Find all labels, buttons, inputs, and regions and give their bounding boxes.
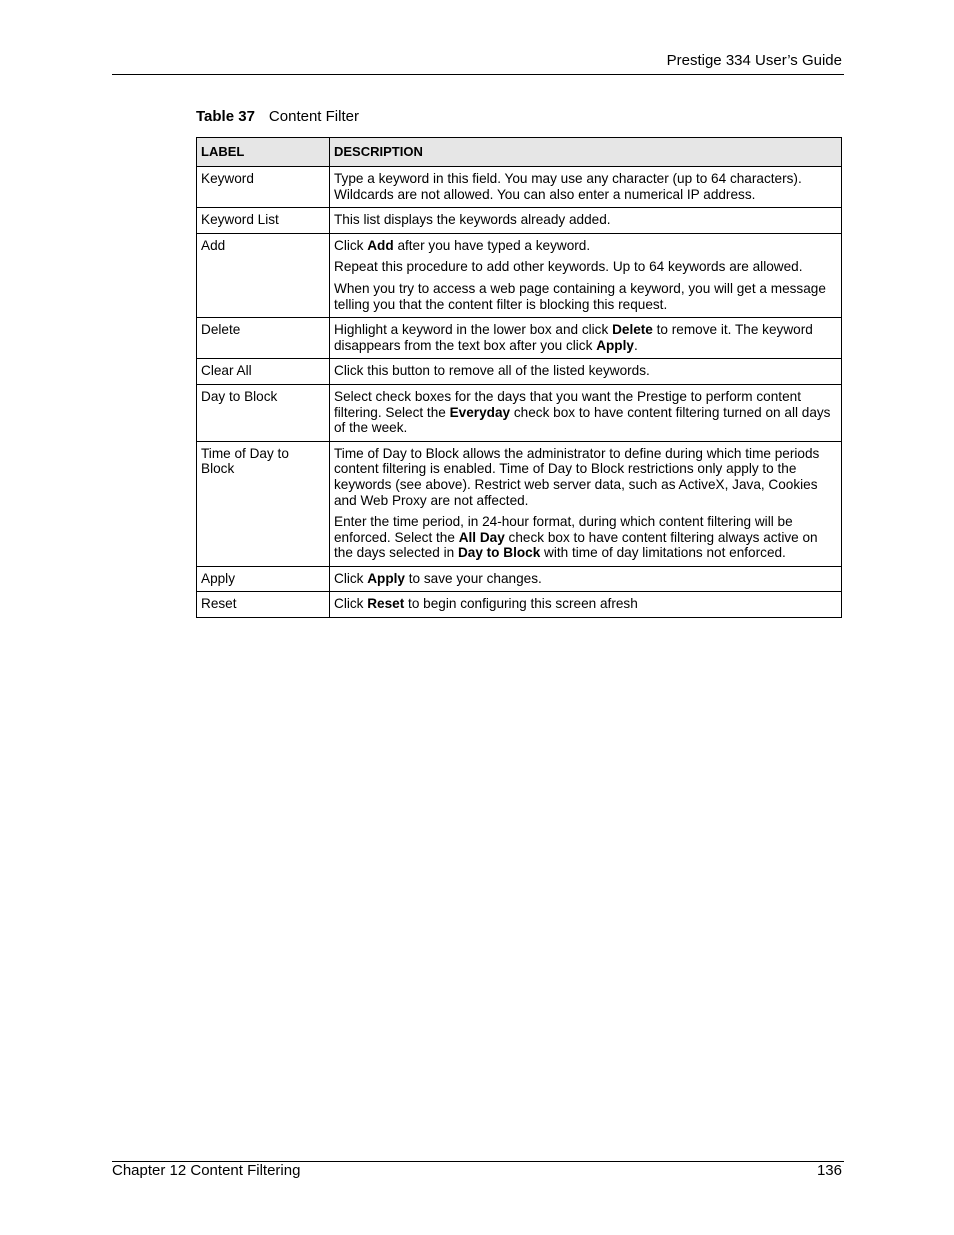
table-row [197,167,842,208]
table-row [197,592,842,618]
description-text: to save your changes. [405,570,542,586]
description-paragraph [334,281,837,312]
description-paragraph [334,171,837,202]
table-row [197,384,842,441]
row-description [330,167,842,208]
description-paragraph [334,446,837,508]
description-paragraph [334,514,837,561]
row-description [330,441,842,566]
footer-chapter: Chapter 12 Content Filtering [112,1162,301,1179]
description-paragraph [334,322,837,353]
table-row [197,318,842,359]
description-emphasis: Apply [596,337,634,353]
row-description [330,359,842,385]
description-paragraph [334,259,837,275]
table-row [197,566,842,592]
description-text: to remove it. The keyword disappears from the text box after you click [334,322,813,353]
page-header-title: Prestige 334 User’s Guide [666,52,842,69]
description-paragraph [334,212,837,228]
row-label: Day to Block [197,384,330,441]
description-text: Repeat this procedure to add other keywords. Up to 64 keywords are allowed. [334,259,803,275]
row-label: Keyword [197,167,330,208]
description-emphasis: All Day [458,529,505,545]
description-text: with time of day limitations not enforced. [540,545,786,561]
table-body [197,167,842,618]
table-row [197,359,842,385]
table-caption [196,108,359,125]
row-description [330,318,842,359]
table-row [197,233,842,317]
row-description [330,384,842,441]
description-text: Click [334,237,368,253]
row-description [330,592,842,618]
table-header-row [197,138,842,167]
row-description [330,233,842,317]
description-paragraph [334,389,837,436]
table-row [197,441,842,566]
header-divider [112,74,844,75]
description-emphasis: Apply [367,570,405,586]
table-number: Table 37 [196,108,255,125]
description-text: Time of Day to Block allows the administrator to define during which time periods content filtering is enabled. Time of Day to Block restrictions only apply to the keywords (see above). Restrict web server data, such as ActiveX, Java, Cookies and Web Proxy are not affected. [334,445,820,508]
description-text: Enter the time period, in 24-hour format, during which content filtering will be enforced. Select the [334,514,793,545]
column-header-description: DESCRIPTION [330,138,842,167]
row-label: Apply [197,566,330,592]
description-text: This list displays the keywords already added. [334,212,611,228]
description-paragraph [334,363,837,379]
description-paragraph [334,571,837,587]
description-emphasis: Delete [612,322,653,338]
description-emphasis: Add [367,237,394,253]
column-header-label: LABEL [197,138,330,167]
footer-page-number: 136 [816,1162,842,1179]
description-text: Click [334,596,368,612]
description-text: . [633,337,638,353]
description-text: Click this button to remove all of the listed keywords. [334,363,650,379]
row-description [330,208,842,234]
description-text: Click [334,570,368,586]
description-emphasis: Everyday [449,404,511,420]
description-text: check box to have content filtering turned on all days of the week. [334,404,831,436]
description-text: Type a keyword in this field. You may use any character (up to 64 characters). Wildcards are not allowed. You can also enter a numerical IP address. [334,171,802,202]
row-label: Keyword List [197,208,330,234]
description-text: Highlight a keyword in the lower box and click [334,322,613,338]
row-label: Delete [197,318,330,359]
description-emphasis: Reset [367,596,405,612]
row-label: Clear All [197,359,330,385]
row-label: Reset [197,592,330,618]
description-emphasis: Day to Block [457,545,541,561]
content-filter-table [196,137,842,618]
row-label: Add [197,233,330,317]
row-description [330,566,842,592]
description-paragraph [334,238,837,254]
description-text: after you have typed a keyword. [393,237,591,253]
description-text: to begin configuring this screen afresh [404,596,638,612]
description-paragraph [334,596,837,612]
table-title: Content Filter [268,108,359,125]
description-text: Select check boxes for the days that you want the Prestige to perform content filtering. Select the [334,388,801,420]
description-text: When you try to access a web page containing a keyword, you will get a message telling you that the content filter is blocking this request. [334,280,826,312]
row-label: Time of Day to Block [197,441,330,566]
table-row [197,208,842,234]
description-text: check box to have content filtering always active on the days selected in [334,529,818,561]
